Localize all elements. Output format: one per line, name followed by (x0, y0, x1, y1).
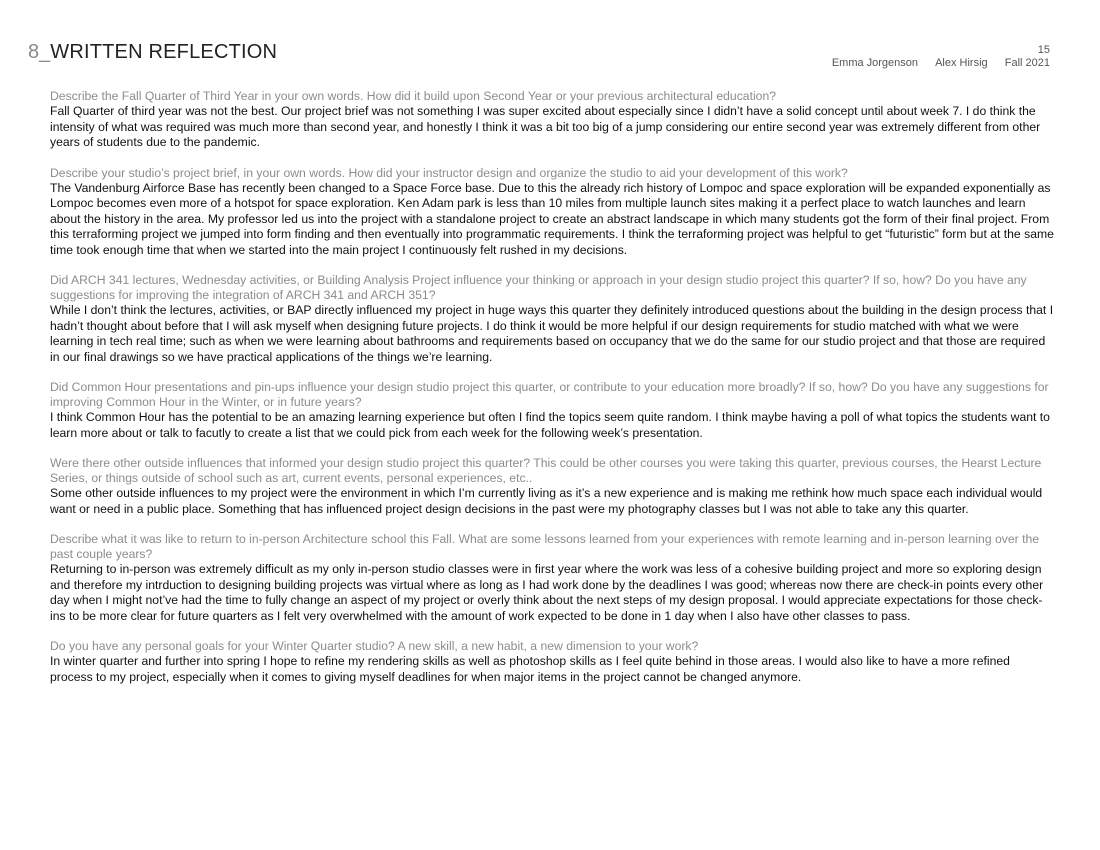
question-5: Were there other outside influences that informed your design studio project this quarter? This could be other courses you were taking this quarter, previous courses, the Hearst Lecture Series, or things outside of school such as art, current events, personal experiences, etc.. (50, 456, 1042, 485)
question-3: Did ARCH 341 lectures, Wednesday activities, or Building Analysis Project influence your thinking or approach in your design studio project this quarter? If so, how? Do you have any suggestions for improving the integration of ARCH 341 and ARCH 351? (50, 273, 1027, 302)
question-7: Do you have any personal goals for your Winter Quarter studio? A new skill, a new habit, a new dimension to your work? (50, 639, 699, 653)
qa-block-1 (50, 89, 1055, 151)
qa-block-2 (50, 166, 1055, 259)
answer-7: In winter quarter and further into spring I hope to refine my rendering skills as well as photoshop skills as I feel quite behind in those areas. I would also like to have a more refined process to my project, especially when it comes to giving myself deadlines for when major items in the project cannot be changed anymore. (50, 654, 1010, 684)
qa-block-7 (50, 639, 1055, 685)
answer-3: While I don’t think the lectures, activities, or BAP directly influenced my project in huge ways this quarter they definitely introduced questions about the building in the design process that I hadn’t thought about before that I will ask myself when designing future projects. I do think it would be more helpful if our design requirements for studio matched with what we were learning in tech real time; such as when we were learning about bathrooms and requirements based on occupancy that we do the same for our studio project and that those are required in our final drawings so we have practical applications of the things we’re learning. (50, 303, 1054, 364)
qa-block-3 (50, 273, 1055, 365)
qa-block-5 (50, 456, 1055, 517)
page-meta (832, 44, 1050, 70)
page-number: 15 (1037, 44, 1050, 56)
question-2: Describe your studio’s project brief, in your own words. How did your instructor design and organize the studio to aid your development of this work? (50, 165, 848, 180)
answer-4: I think Common Hour has the potential to be an amazing learning experience but often I find the topics seem quite random. I think maybe having a poll of what topics the students want to learn more about or talk to facutly to create a list that we could pick from each week for the following week’s presentation. (50, 410, 1050, 440)
question-6: Describe what it was like to return to in-person Architecture school this Fall. What are some lessons learned from your experiences with remote learning and in-person learning over the past couple years? (50, 532, 1040, 561)
section-heading (28, 40, 277, 64)
term: Fall 2021 (1004, 57, 1050, 69)
qa-block-4 (50, 380, 1055, 441)
author-1: Emma Jorgenson (831, 57, 919, 69)
answer-1: Fall Quarter of third year was not the best. Our project brief was not something I was super excited about especially since I didn’t have a solid concept until about week 7. I do think the intensity of what was required was much more than second year, and honestly I think it was a bit too big of a jump considering our entire second year was extremely different from other years of students due to the pandemic. (50, 104, 1041, 149)
answer-2: The Vandenburg Airforce Base has recently been changed to a Space Force base. Due to this the already rich history of Lompoc and space exploration will be expanded exponentially as Lompoc becomes even more of a hotspot for space exploration. Ken Adam park is less than 10 miles from multiple launch sites making it a perfect place to watch launches and learn about the history in the area. My professor led us into the project with a standalone project to create an abstract landscape in which many students got the form of their final project. From this terraforming project we jumped into form finding and then eventually into programmatic requirements. I think the terraforming project was helpful to get “futuristic” form but at the same time took enough time that when we started into the main project I continuously felt rushed in my decisions. (50, 180, 1054, 257)
section-number: 8_ (28, 41, 51, 63)
reflection-content (50, 89, 1055, 700)
answer-5: Some other outside influences to my project were the environment in which I’m currently living as it’s a new experience and is making me rethink how much space each individual would want or need in a public place. Something that has influenced project design decisions in the past were my photography classes but I was not able to take any this quarter. (50, 486, 1043, 516)
authors-line (832, 57, 1050, 70)
section-title: WRITTEN REFLECTION (50, 41, 278, 63)
answer-6: Returning to in-person was extremely difficult as my only in-person studio classes were in first year where the work was less of a cohesive building project and more so exploring design and therefore my intrduction to designing building projects was virtual where as long as I had work done by the deadlines I was good; whereas now there are check-in points every other day when I might not’ve had the time to fully change an aspect of my project or overly think about the next steps of my design proposal. I would appreciate expectations for those check-ins to be more clear for future quarters as I felt very overwhelmed with the amount of work expected to be done in 1 day when I also have other classes to pass. (50, 562, 1044, 623)
qa-block-6 (50, 532, 1055, 624)
question-1: Describe the Fall Quarter of Third Year in your own words. How did it build upon Second Year or your previous architectural education? (50, 89, 777, 103)
question-4: Did Common Hour presentations and pin-ups influence your design studio project this quarter, or contribute to your education more broadly? If so, how? Do you have any suggestions for improving Common Hour in the Winter, or in future years? (50, 380, 1049, 409)
author-2: Alex Hirsig (935, 57, 988, 69)
